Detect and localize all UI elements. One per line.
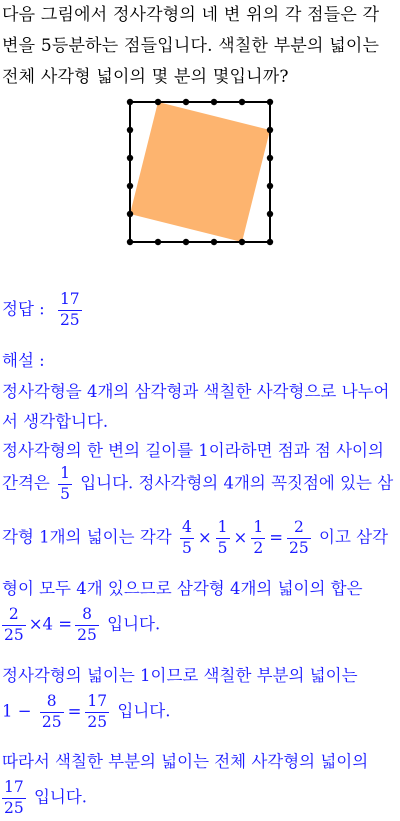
explanation-line-9	[2, 694, 170, 730]
times-four: ×4 =	[28, 614, 73, 634]
text-triangle-area: 각형 1개의 넓이는 각각	[2, 527, 172, 547]
fraction-1-5	[58, 466, 72, 502]
denominator: 25	[4, 798, 24, 817]
answer-denominator: 25	[59, 310, 80, 329]
answer-fraction	[58, 292, 82, 328]
numerator: 8	[82, 605, 92, 623]
explanation-line-3: 정사각형의 한 변의 길이를 1이라하면 점과 점 사이의	[2, 441, 384, 460]
division-point	[211, 99, 217, 105]
denominator: 25	[77, 625, 97, 644]
explanation-line-7	[2, 607, 160, 643]
denominator: 25	[87, 712, 108, 731]
explanation-line-10: 따라서 색칠한 부분의 넓이는 전체 사각형의 넓이의	[2, 752, 369, 771]
denominator: 25	[41, 712, 62, 731]
fraction-2-25	[287, 520, 311, 556]
division-point	[267, 127, 273, 133]
numerator: 2	[8, 605, 19, 623]
numerator: 17	[87, 692, 108, 710]
division-point	[127, 239, 133, 245]
numerator: 1	[60, 464, 70, 482]
text-ends: 입니다.	[33, 787, 88, 807]
answer-numerator: 17	[59, 290, 80, 308]
one-minus: 1 −	[2, 701, 32, 721]
denominator: 25	[4, 625, 24, 644]
division-point	[155, 99, 161, 105]
division-point	[267, 239, 273, 245]
denominator: 5	[217, 538, 228, 557]
times-sign: ×	[233, 527, 248, 547]
division-point	[267, 155, 273, 161]
text-and: 이고 삼각	[319, 527, 389, 547]
fraction-8-25-b	[40, 694, 64, 730]
question-line-2: 변을 5등분하는 점들입니다. 색칠한 부분의 넓이는	[2, 36, 380, 56]
denominator: 2	[253, 538, 264, 557]
fraction-2-25-b	[2, 607, 26, 643]
explanation-line-8: 정사각형의 넓이는 1이므로 색칠한 부분의 넓이는	[2, 666, 358, 685]
division-point	[183, 239, 189, 245]
division-point	[267, 183, 273, 189]
text-ends: 입니다.	[107, 614, 161, 634]
shaded-square	[130, 102, 270, 242]
text-interval: 간격은	[2, 473, 50, 493]
numerator: 1	[253, 518, 264, 536]
denominator: 5	[60, 484, 70, 503]
explanation-line-5	[2, 520, 388, 556]
answer-row	[2, 292, 85, 328]
division-point	[211, 239, 217, 245]
numerator: 17	[4, 778, 24, 796]
denominator: 5	[181, 538, 192, 557]
text-continue: 입니다. 정사각형의 4개의 꼭짓점에 있는 삼	[80, 473, 394, 493]
numerator: 1	[217, 518, 228, 536]
division-point	[267, 99, 273, 105]
equals-sign: =	[269, 527, 284, 547]
division-point	[127, 211, 133, 217]
numerator: 4	[181, 518, 192, 536]
division-point	[127, 155, 133, 161]
fraction-17-25	[85, 694, 109, 730]
text-ends: 입니다.	[117, 701, 171, 721]
question-line-1: 다음 그림에서 정사각형의 네 변 위의 각 점들은 각	[2, 5, 380, 25]
fraction-1-2	[251, 520, 265, 556]
fraction-8-25	[75, 607, 99, 643]
equals-sign: =	[67, 701, 82, 721]
answer-label: 정답 :	[2, 299, 45, 319]
denominator: 25	[289, 538, 309, 557]
division-point	[239, 239, 245, 245]
fraction-4-5	[180, 520, 194, 556]
division-point	[155, 239, 161, 245]
explanation-line-11	[2, 780, 87, 816]
numerator: 8	[46, 692, 57, 710]
square-figure	[118, 90, 282, 254]
division-point	[267, 211, 273, 217]
division-point	[183, 99, 189, 105]
explanation-line-6: 형이 모두 4개 있으므로 삼각형 4개의 넓이의 합은	[2, 579, 363, 598]
question-text	[2, 0, 398, 93]
division-point	[127, 183, 133, 189]
explanation-line-2: 서 생각합니다.	[2, 412, 109, 431]
division-point	[127, 99, 133, 105]
fraction-17-25-b	[2, 780, 26, 816]
division-point	[239, 99, 245, 105]
explanation-line-4	[2, 466, 393, 502]
times-sign: ×	[197, 527, 212, 547]
question-line-3: 전체 사각형 넓이의 몇 분의 몇입니까?	[2, 67, 289, 87]
explanation-line-1: 정사각형을 4개의 삼각형과 색칠한 사각형으로 나누어	[2, 382, 390, 401]
division-point	[127, 127, 133, 133]
explanation-label: 해설 :	[2, 351, 45, 370]
fraction-1-5-b	[216, 520, 230, 556]
numerator: 2	[293, 518, 304, 536]
